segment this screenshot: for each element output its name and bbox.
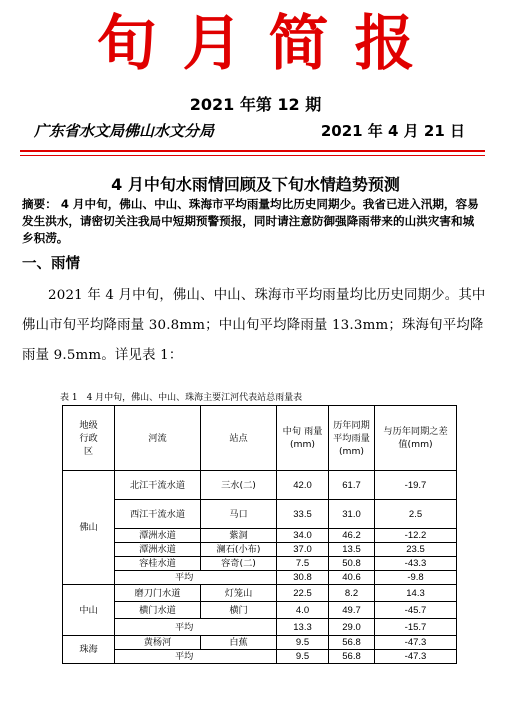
diff-cell: -45.7 — [375, 602, 457, 619]
river-cell: 潭洲水道 — [115, 529, 201, 543]
header-hist-avg: 历年同期平均雨量(mm) — [329, 406, 375, 471]
table-row — [63, 471, 457, 500]
mid-rain-cell: 4.0 — [277, 602, 329, 619]
mid-rain-cell: 9.5 — [277, 650, 329, 664]
station-cell: 白蕉 — [201, 636, 277, 650]
header-diff: 与历年同期之差值(mm) — [375, 406, 457, 471]
section-title-rainfall: 一、雨情 — [22, 256, 80, 272]
red-rule-thin — [20, 155, 485, 156]
station-cell: 紫洞 — [201, 529, 277, 543]
diff-cell: -47.3 — [375, 636, 457, 650]
diff-cell: -19.7 — [375, 471, 457, 500]
diff-cell: 14.3 — [375, 585, 457, 602]
masthead-char: 简 — [268, 9, 329, 79]
publisher: 广东省水文局佛山水文分局 — [34, 122, 215, 140]
masthead-char: 月 — [182, 9, 243, 79]
hist-avg-cell: 49.7 — [329, 602, 375, 619]
mid-rain-cell: 33.5 — [277, 500, 329, 529]
table-header-row — [63, 406, 457, 471]
table-row — [63, 636, 457, 650]
station-cell: 横门 — [201, 602, 277, 619]
mid-rain-cell: 37.0 — [277, 543, 329, 557]
station-cell: 三水(二) — [201, 471, 277, 500]
hist-avg-cell: 40.6 — [329, 571, 375, 585]
diff-cell: 23.5 — [375, 543, 457, 557]
hist-avg-cell: 8.2 — [329, 585, 375, 602]
table-caption: 表 1 4 月中旬，佛山、中山、珠海主要江河代表站总雨量表 — [60, 393, 303, 403]
publish-date: 2021 年 4 月 21 日 — [320, 122, 465, 140]
river-cell: 北江干流水道 — [115, 471, 201, 500]
hist-avg-cell: 29.0 — [329, 619, 375, 636]
table-row — [63, 602, 457, 619]
diff-cell: -15.7 — [375, 619, 457, 636]
table-row — [63, 500, 457, 529]
mid-rain-cell: 22.5 — [277, 585, 329, 602]
river-cell: 黄杨河 — [115, 636, 201, 650]
river-cell: 磨刀门水道 — [115, 585, 201, 602]
average-row — [63, 619, 457, 636]
hist-avg-cell: 13.5 — [329, 543, 375, 557]
hist-avg-cell: 56.8 — [329, 636, 375, 650]
issue-number: 2021 年第 12 期 — [189, 95, 322, 114]
river-cell: 容桂水道 — [115, 557, 201, 571]
mid-rain-cell: 7.5 — [277, 557, 329, 571]
header-river: 河流 — [115, 406, 201, 471]
average-label: 平均 — [115, 650, 277, 664]
average-label: 平均 — [115, 571, 277, 585]
average-row — [63, 571, 457, 585]
region-cell: 中山 — [63, 585, 115, 636]
headline: 4 月中旬水雨情回顾及下旬水情趋势预测 — [111, 175, 400, 194]
header-station: 站点 — [201, 406, 277, 471]
river-cell: 潭洲水道 — [115, 543, 201, 557]
red-rule — [20, 150, 485, 152]
masthead-char: 报 — [354, 9, 415, 79]
river-cell: 西江干流水道 — [115, 500, 201, 529]
hist-avg-cell: 56.8 — [329, 650, 375, 664]
rainfall-table — [62, 405, 457, 664]
station-cell: 马口 — [201, 500, 277, 529]
station-cell: 澜石(小布) — [201, 543, 277, 557]
table-row — [63, 557, 457, 571]
diff-cell: -12.2 — [375, 529, 457, 543]
header-region: 地级行政区 — [63, 406, 115, 471]
mid-rain-cell: 13.3 — [277, 619, 329, 636]
hist-avg-cell: 50.8 — [329, 557, 375, 571]
hist-avg-cell: 61.7 — [329, 471, 375, 500]
diff-cell: -47.3 — [375, 650, 457, 664]
body-paragraph: 2021 年 4 月中旬，佛山、中山、珠海市平均雨量均比历史同期少。其中佛山市旬平均降雨量 30.8mm；中山旬平均降雨量 13.3mm；珠海旬平均降雨量 9.5mm。详见表 1： — [22, 288, 486, 363]
average-row — [63, 650, 457, 664]
abstract: 摘要： 4 月中旬，佛山、中山、珠海市平均雨量均比历史同期少。我省已进入汛期，容易发生洪水，请密切关注我局中短期预警预报，同时请注意防御强降雨带来的山洪灾害和城乡积涝。 — [22, 197, 479, 245]
table-row — [63, 529, 457, 543]
average-label: 平均 — [115, 619, 277, 636]
hist-avg-cell: 31.0 — [329, 500, 375, 529]
masthead-char: 旬 — [96, 9, 157, 79]
diff-cell: -43.3 — [375, 557, 457, 571]
table-row — [63, 543, 457, 557]
hist-avg-cell: 46.2 — [329, 529, 375, 543]
station-cell: 容奇(二) — [201, 557, 277, 571]
table-row — [63, 585, 457, 602]
header-mid-rain: 中旬 雨量(mm) — [277, 406, 329, 471]
station-cell: 灯笼山 — [201, 585, 277, 602]
mid-rain-cell: 9.5 — [277, 636, 329, 650]
mid-rain-cell: 42.0 — [277, 471, 329, 500]
river-cell: 横门水道 — [115, 602, 201, 619]
mid-rain-cell: 34.0 — [277, 529, 329, 543]
region-cell: 珠海 — [63, 636, 115, 664]
diff-cell: 2.5 — [375, 500, 457, 529]
mid-rain-cell: 30.8 — [277, 571, 329, 585]
region-cell: 佛山 — [63, 471, 115, 585]
diff-cell: -9.8 — [375, 571, 457, 585]
masthead-title — [0, 8, 511, 80]
